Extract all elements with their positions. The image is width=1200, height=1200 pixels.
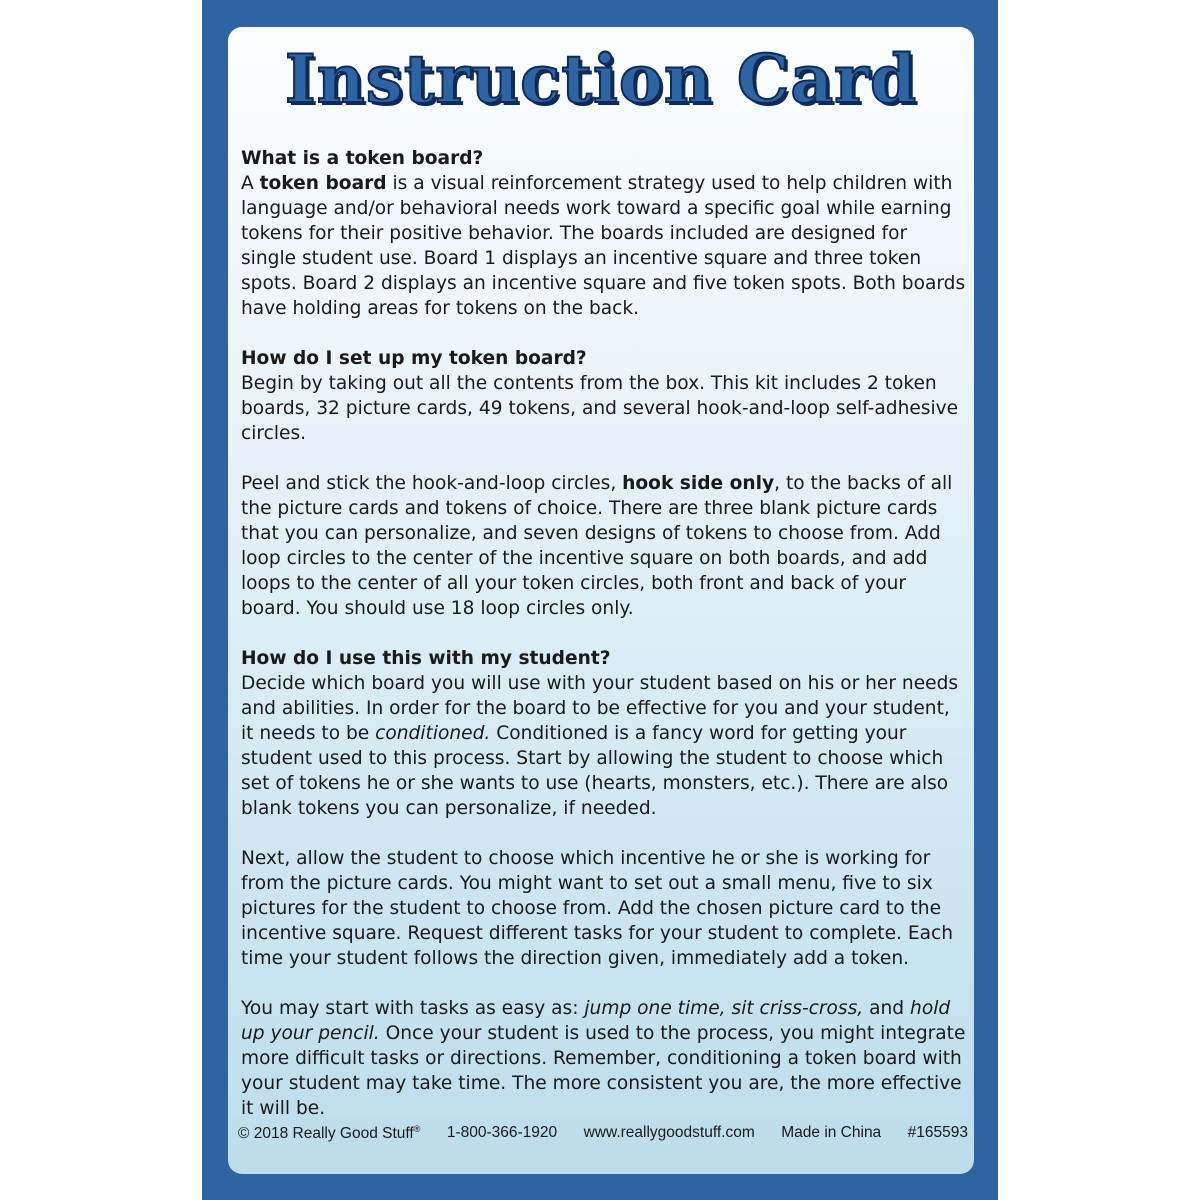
card-title: Instruction Card: [284, 40, 918, 118]
item-number: #165593: [907, 1124, 968, 1141]
paragraph-token-board-definition: A token board is a visual reinforcement strategy used to help children with language and/or behavioral needs work toward a specific goal while earning tokens for their positive behavior. The boards included are designed for single student use. Board 1 displays an incentive square and three token spots. Board 2 displays an incentive square and five token spots. Both boards have holding areas for tokens on the back.: [241, 173, 966, 319]
website: www.reallygoodstuff.com: [583, 1124, 755, 1141]
paragraph-start-tasks: You may start with tasks as easy as: jump one time, sit criss-cross, and hold up your pencil. Once your student is used to the process, you might integrate more difficult tasks or directions. Remember, conditioning a token board with your student may take time. The more consistent you are, the more effective it will be.: [241, 998, 966, 1119]
paragraph-choose-incentive: Next, allow the student to choose which incentive he or she is working for from the picture cards. You might want to set out a small menu, five to six pictures for the student to choose from. Add the chosen picture card to the incentive square. Request different tasks for your student to complete. Each time your student follows the direction given, immediately add a token.: [241, 848, 954, 969]
heading-use-with-student: How do I use this with my student?: [241, 648, 611, 669]
heading-setup-token-board: How do I set up my token board?: [241, 348, 587, 369]
paragraph-conditioning: Decide which board you will use with your student based on his or her needs and abilities. In order for the board to be effective for you and your student, it needs to be conditioned. Conditioned is a fancy word for getting your student used to this process. Start by allowing the student to choose which set of tokens he or she wants to use (hearts, monsters, etc.). There are also blank tokens you can personalize, if needed.: [241, 673, 959, 819]
phone-number: 1-800-366-1920: [446, 1124, 558, 1141]
heading-what-is-token-board: What is a token board?: [241, 148, 484, 169]
card-footer: [238, 1124, 968, 1143]
made-in: Made in China: [781, 1124, 882, 1141]
copyright-notice: © 2018 Really Good Stuff®: [238, 1124, 421, 1143]
instructions-body: [241, 146, 966, 1121]
paragraph-kit-contents: Begin by taking out all the contents from the box. This kit includes 2 token boards, 32 picture cards, 49 tokens, and several hook-and-loop self-adhesive circles.: [241, 373, 959, 444]
paragraph-hook-and-loop: Peel and stick the hook-and-loop circles, hook side only, to the backs of all the picture cards and tokens of choice. There are three blank picture cards that you can personalize, and seven designs of tokens to choose from. Add loop circles to the center of the incentive square on both boards, and add loops to the center of all your token circles, both front and back of your board. You should use 18 loop circles only.: [241, 473, 953, 619]
